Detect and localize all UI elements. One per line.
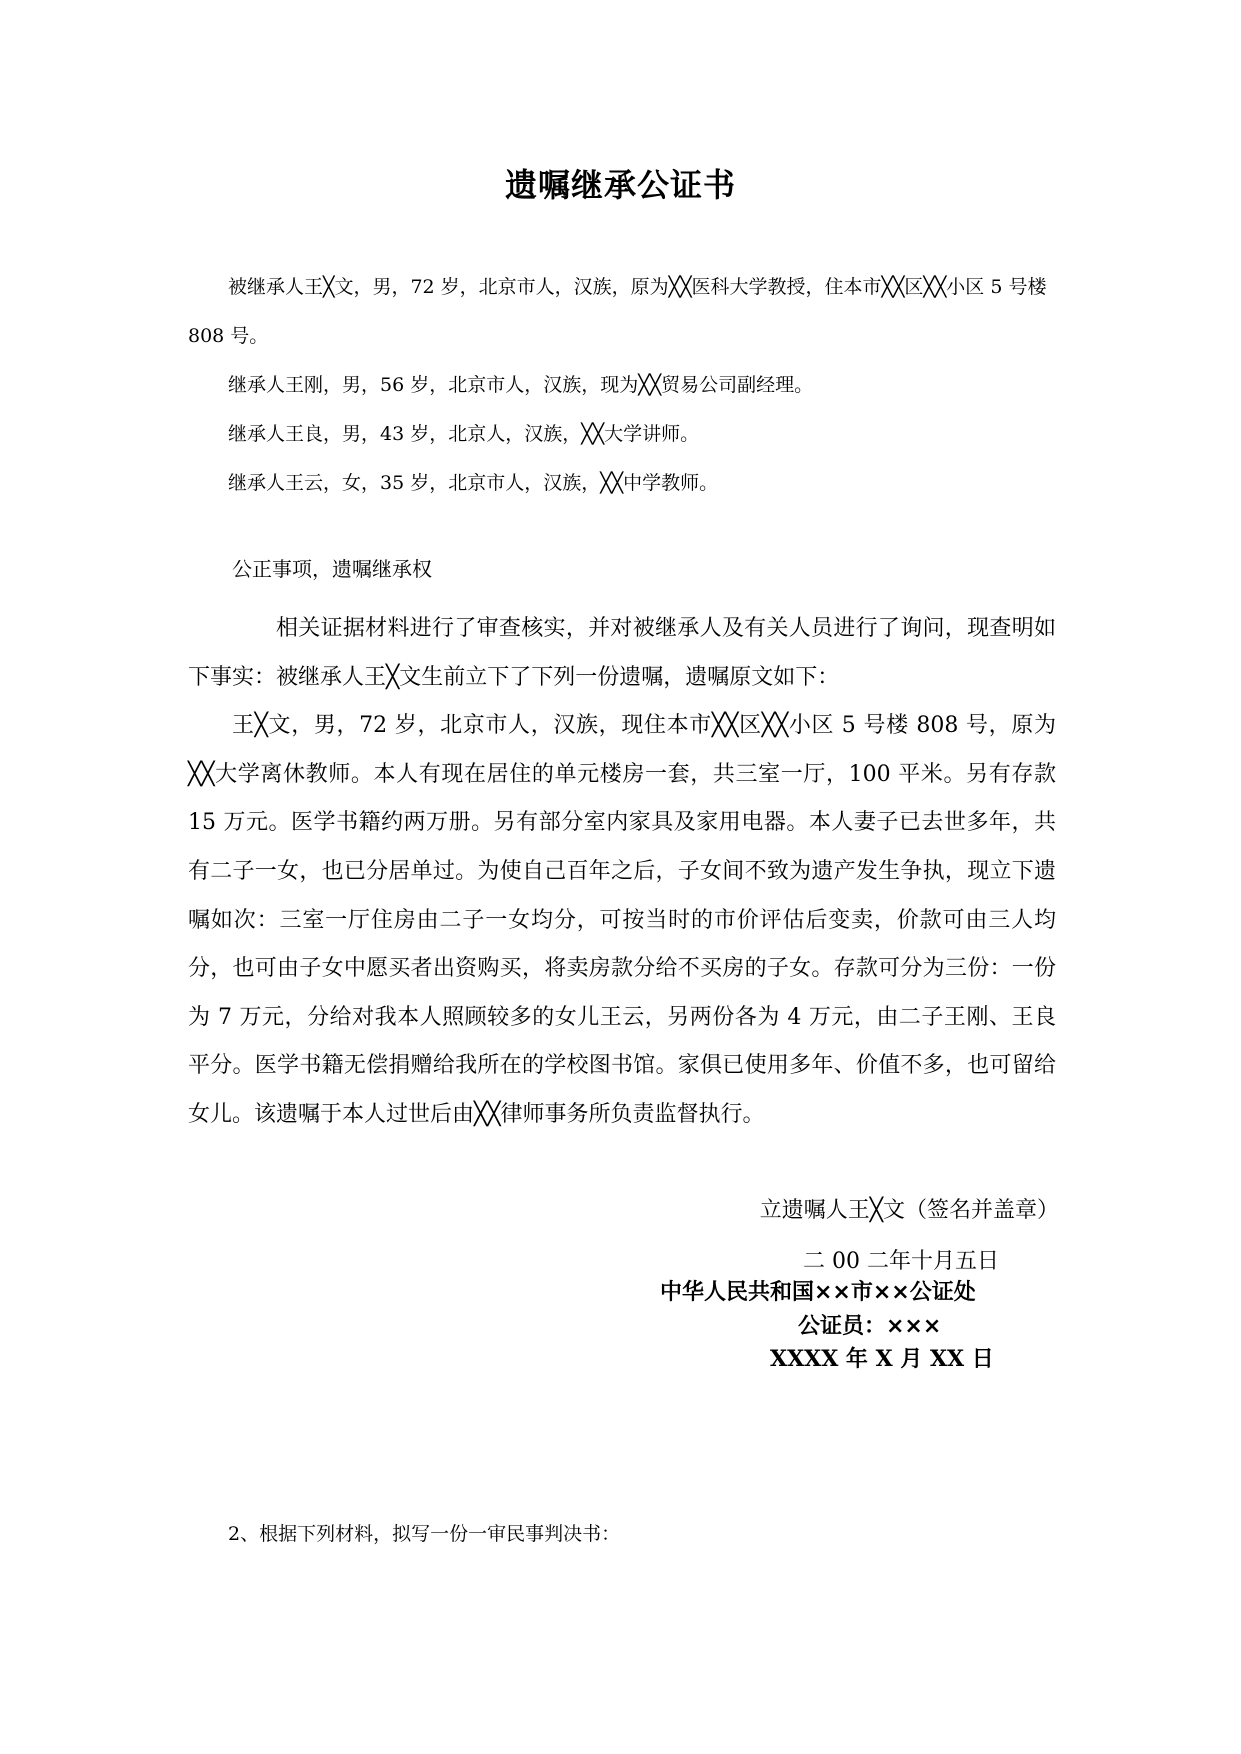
heir-info-3: 继承人王云，女，35 岁，北京市人，汉族，╳╳中学教师。 [228, 472, 719, 494]
testator-info: 被继承人王╳文，男，72 岁，北京市人，汉族，原为╳╳医科大学教授，住本市╳╳区╳╳小区 5 号楼 808 号。 [188, 276, 1047, 347]
testator-signature: 立遗嘱人王╳文（签名并盖章） [759, 1198, 1059, 1223]
will-date: 二 00 二年十月五日 [803, 1249, 999, 1274]
notary-name: 公证员：××× [798, 1314, 942, 1339]
notarization-matter: 公正事项，遗嘱继承权 [232, 557, 432, 581]
notary-office: 中华人民共和国××市××公证处 [660, 1280, 976, 1305]
document-title: 遗嘱继承公证书 [504, 166, 736, 204]
body-section [188, 605, 1056, 1140]
will-text-paragraph: 王╳文，男，72 岁，北京市人，汉族，现住本市╳╳区╳╳小区 5 号楼 808 号，原为╳╳大学离休教师。本人有现在居住的单元楼房一套，共三室一厅，100 平米。另有存款 15 万元。医学书籍约两万册。另有部分室内家具及家用电器。本人妻子已去世多年，共有二子一女，也已分居单过。为使自己百年之后，子女间不致为遗产发生争执，现立下遗嘱如次：三室一厅住房由二子一女均分，可按当时的市价评估后变卖，价款可由三人均分，也可由子女中愿买者出资购买，将卖房款分给不买房的子女。存款可分为三份：一份为 7 万元，分给对我本人照顾较多的女儿王云，另两份各为 4 万元，由二子王刚、王良平分。医学书籍无偿捐赠给我所在的学校图书馆。家俱已使用多年、价值不多，也可留给女儿。该遗嘱于本人过世后由╳╳律师事务所负责监督执行。 [188, 713, 1056, 1127]
heir-info-1: 继承人王刚，男，56 岁，北京市人，汉族，现为╳╳贸易公司副经理。 [228, 374, 814, 396]
next-task-instruction: 2、根据下列材料，拟写一份一审民事判决书： [228, 1523, 621, 1545]
notary-date: XXXX 年 X 月 XX 日 [770, 1346, 994, 1372]
verification-paragraph: 相关证据材料进行了审查核实，并对被继承人及有关人员进行了询问，现查明如下事实：被继承人王╳文生前立下了下列一份遗嘱，遗嘱原文如下： [188, 616, 1056, 690]
matter-section [188, 554, 1056, 584]
heir-info-2: 继承人王良，男，43 岁，北京人，汉族，╳╳大学讲师。 [228, 423, 700, 445]
parties-section [188, 263, 1056, 508]
